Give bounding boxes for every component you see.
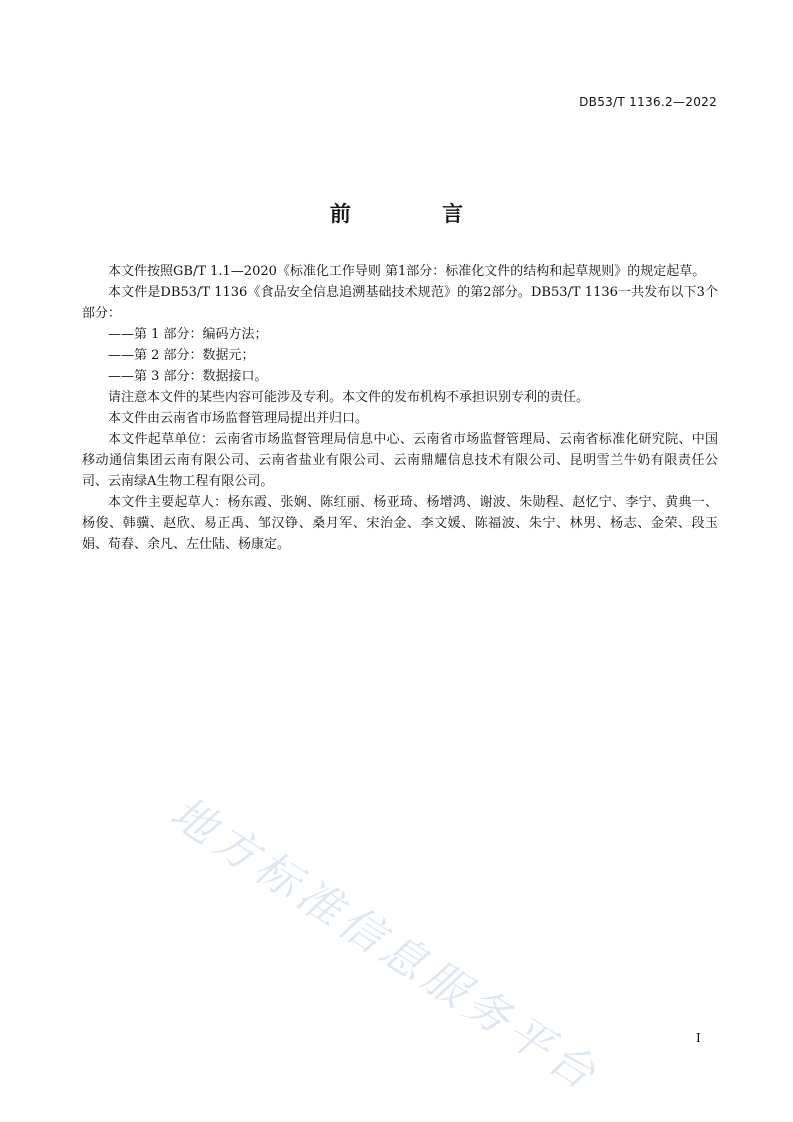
- page-number: I: [696, 1031, 701, 1045]
- page-title: 前 言: [329, 202, 506, 226]
- document-code: DB53/T 1136.2—2022: [579, 95, 717, 109]
- paragraph-drafters: 本文件主要起草人：杨东霞、张娴、陈红丽、杨亚琦、杨增鸿、谢波、朱勋程、赵忆宁、李宁、黄典一、杨俊、韩骥、赵欣、易正禹、邹汉铮、桑月军、宋治金、李文媛、陈福波、朱宁、林男、杨志、金荣、段玉娟、荀春、余凡、左仕陆、杨康定。: [82, 495, 718, 552]
- paragraph-drafting-units: 本文件起草单位：云南省市场监督管理局信息中心、云南省市场监督管理局、云南省标准化研究院、中国移动通信集团云南有限公司、云南省盐业有限公司、云南鼎耀信息技术有限公司、昆明雪兰牛奶有限责任公司、云南绿A生物工程有限公司。: [82, 432, 718, 489]
- paragraph-proposer: 本文件由云南省市场监督管理局提出并归口。: [108, 411, 369, 426]
- list-item-part-3: ——第 3 部分：数据接口。: [108, 369, 268, 384]
- paragraph-parts-intro: 本文件是DB53/T 1136《食品安全信息追溯基础技术规范》的第2部分。DB53/T 1136一共发布以下3个部分：: [82, 285, 718, 321]
- paragraph-drafting-rules: 本文件按照GB/T 1.1—2020《标准化工作导则 第1部分：标准化文件的结构和起草规则》的规定起草。: [108, 264, 706, 279]
- list-item-part-2: ——第 2 部分：数据元；: [108, 348, 255, 363]
- list-item-part-1: ——第 1 部分：编码方法；: [108, 327, 268, 342]
- watermark: 地方标准信息服务平台: [161, 787, 609, 1103]
- foreword-body: [82, 261, 718, 555]
- paragraph-patent-notice: 请注意本文件的某些内容可能涉及专利。本文件的发布机构不承担识别专利的责任。: [108, 390, 590, 405]
